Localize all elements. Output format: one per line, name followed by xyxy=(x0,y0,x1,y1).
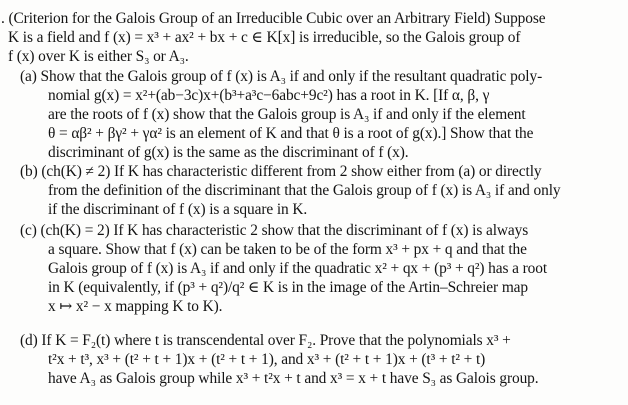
intro-line-3: f (x) over K is either S₃ or A₃. xyxy=(8,48,189,65)
part-d-line-3: have A₃ as Galois group while x³ + t²x + t and x³ = x + t have S₃ as Galois group. xyxy=(48,370,539,387)
part-a-line-5: discriminant of g(x) is the same as the discriminant of f (x). xyxy=(48,144,409,161)
part-a-line-3: are the roots of f (x) show that the Galois group is A₃ if and only if the element xyxy=(48,106,526,123)
intro-line-2: K is a field and f (x) = x³ + ax² + bx + c ∈ K[x] is irreducible, so the Galois group of xyxy=(8,29,521,46)
part-c-line-4: in K (equivalently, if (p³ + q²)/q² ∈ K is in the image of the Artin–Schreier map xyxy=(48,279,529,296)
part-a-line-2: nomial g(x) = x²+(ab−3c)x+(b³+a³c−6abc+9c²) has a root in K. [If α, β, γ xyxy=(48,87,490,104)
part-b-line-1: (b) (ch(K) ≠ 2) If K has characteristic different from 2 show either from (a) or directly xyxy=(20,163,542,180)
part-d-line-2: t²x + t³, x³ + (t² + t + 1)x + (t² + t + 1), and x³ + (t² + t + 1)x + (t³ + t² + t) xyxy=(48,351,486,368)
part-c-line-1: (c) (ch(K) = 2) If K has characteristic 2 show that the discriminant of f (x) is always xyxy=(20,222,529,239)
part-d-line-1: (d) If K = F₂(t) where t is transcendental over F₂. Prove that the polynomials x³ + xyxy=(20,332,511,349)
part-c-line-5: x ↦ x² − x mapping K to K). xyxy=(48,298,223,315)
part-b-line-2: from the definition of the discriminant that the Galois group of f (x) is A₃ if and only xyxy=(48,182,561,199)
part-a-line-1: (a) Show that the Galois group of f (x) is A₃ if and only if the resultant quadratic poly- xyxy=(20,68,543,85)
intro-line-1: . (Criterion for the Galois Group of an Irreducible Cubic over an Arbitrary Field) Suppose xyxy=(1,10,546,27)
part-c-line-3: Galois group of f (x) is A₃ if and only if the quadratic x² + qx + (p³ + q²) has a root xyxy=(48,260,548,277)
part-c-line-2: a square. Show that f (x) can be taken to be of the form x³ + px + q and that the xyxy=(48,241,527,258)
part-b-line-3: if the discriminant of f (x) is a square in K. xyxy=(48,201,308,218)
part-a-line-4: θ = αβ² + βγ² + γα² is an element of K and that θ is a root of g(x).] Show that the xyxy=(48,125,534,142)
